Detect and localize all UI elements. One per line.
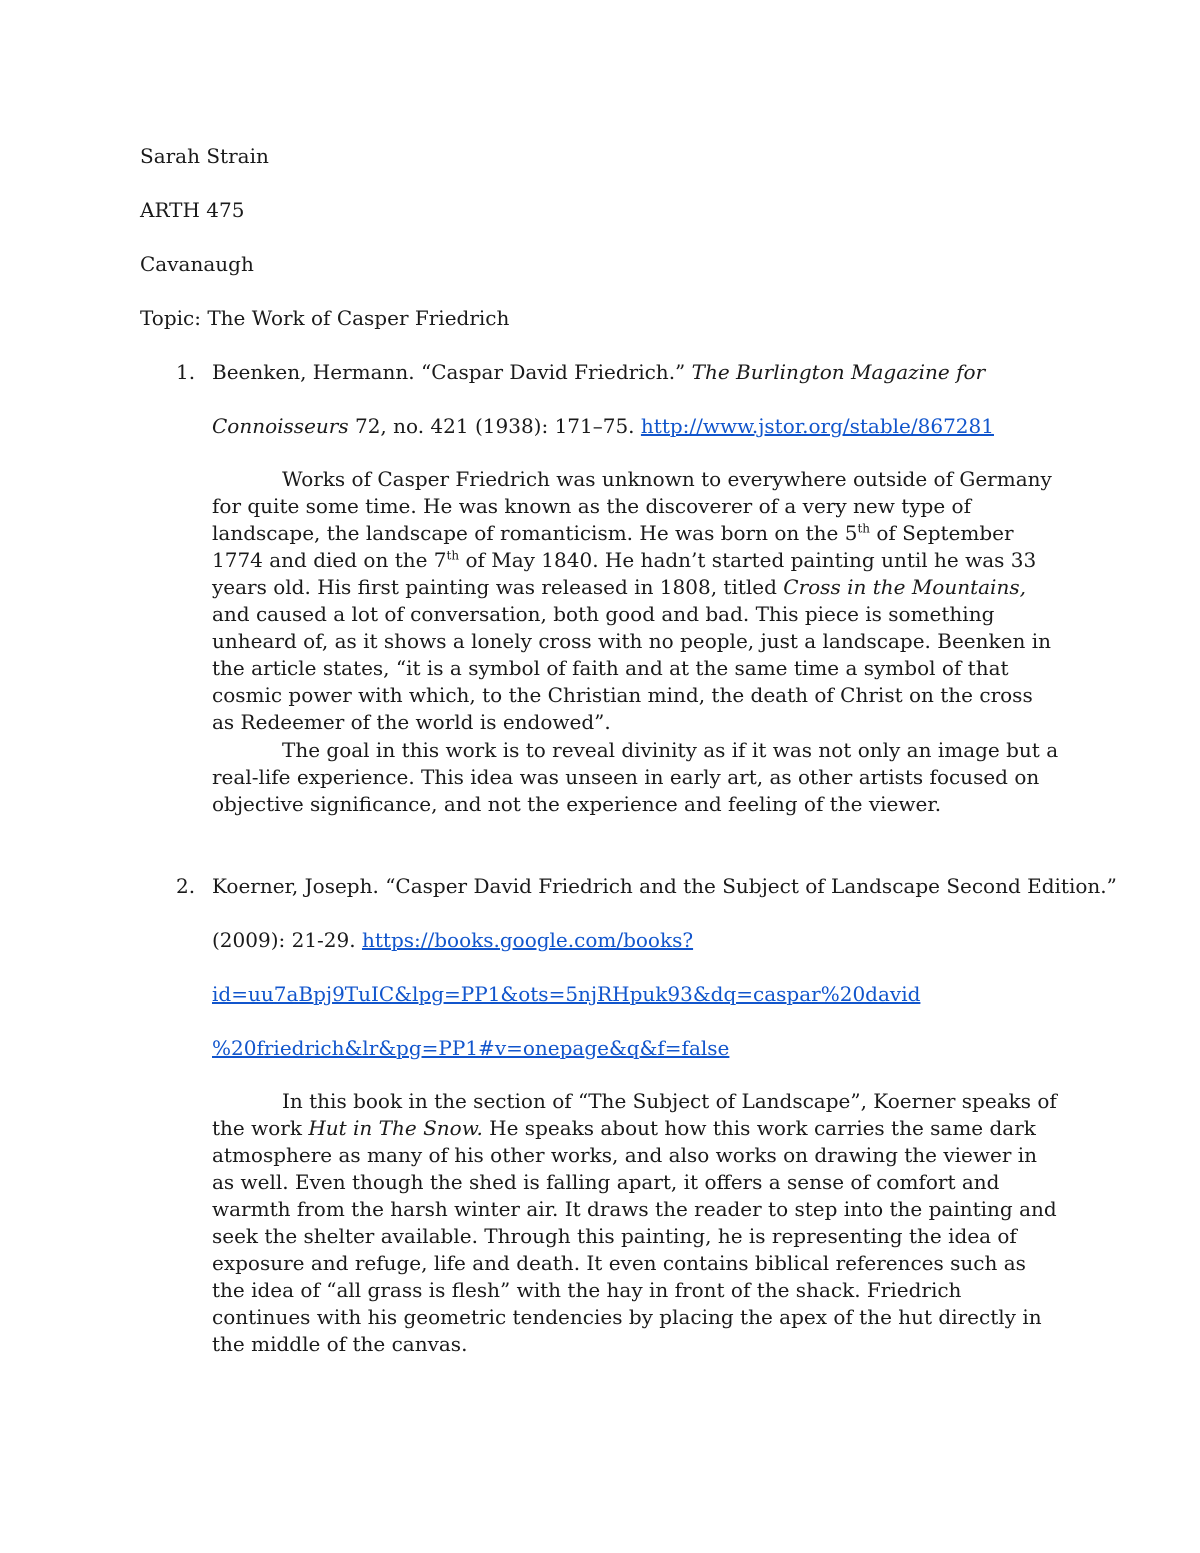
entry-2-para-text-b: He speaks about how this work carries the same dark atmosphere as many of his other works, and also works on drawing the viewer in as well. Even though the shed is falling apart, it offers a sense of comfort and warmth from the harsh winter air. It draws the reader to step into the painting and seek the shelter available. Through this painting, he is representing the idea of exposure and refuge, life and death. It even contains biblical references such as the idea of “all grass is flesh” with the hay in front of the shack. Friedrich continues with his geometric tendencies by placing the apex of the hut directly in the middle of the canvas.: [212, 1116, 1057, 1356]
course-code: ARTH 475: [140, 198, 245, 222]
entry-1-jstor-link[interactable]: http://www.jstor.org/stable/867281: [640, 414, 994, 438]
entry-2-google-books-link-cont[interactable]: id=uu7aBpj9TuIC&lpg=PP1&ots=5njRHpuk93&dq=caspar%20david: [212, 982, 921, 1006]
instructor-name: Cavanaugh: [140, 252, 254, 276]
entry-1-citation-line-2: [212, 412, 994, 440]
entry-1-paragraph-1: [212, 466, 1060, 736]
entry-1-p1-text-a: Works of Casper Friedrich was unknown to everywhere outside of Germany for quite some time. He was known as the discoverer of a very new type of landscape, the landscape of romanticism. He was born on the 5: [212, 467, 1052, 545]
author-name: Sarah Strain: [140, 144, 269, 168]
entry-2-citation-line-4: [212, 1034, 729, 1062]
entry-2-google-books-link-end[interactable]: %20friedrich&lr&pg=PP1#v=onepage&q&f=false: [212, 1036, 730, 1060]
entry-1-p1-sup-1: th: [857, 521, 871, 536]
entry-2-para-text-a: In this book in the section of “The Subject of Landscape”, Koerner speaks of the work: [212, 1089, 1057, 1140]
entry-1-p1-sup-2: th: [446, 548, 460, 563]
entry-2-citation-line-1: Koerner, Joseph. “Casper David Friedrich and the Subject of Landscape Second Edition.”: [212, 874, 1117, 898]
entry-1-journal-title-cont: Connoisseurs: [212, 414, 349, 438]
entry-2-paragraph: [212, 1088, 1060, 1358]
entry-1-p1-text-b: of September 1774 and died on the 7: [212, 521, 1014, 572]
topic-line: Topic: The Work of Casper Friedrich: [140, 306, 510, 330]
entry-1-number: 1.: [176, 360, 196, 384]
entry-1-p1-text-c: of May 1840. He hadn’t started painting until he was 33 years old. His first painting was released in 1808, titled: [212, 548, 1037, 599]
entry-2-citation-line-2: [212, 926, 693, 954]
entry-1-paragraph-2: The goal in this work is to reveal divinity as if it was not only an image but a real-life experience. This idea was unseen in early art, as other artists focused on objective significance, and not the experience and feeling of the viewer.: [212, 738, 1059, 816]
entry-1-journal-title: The Burlington Magazine for: [691, 360, 986, 384]
entry-1-citation-line-1: [212, 358, 985, 386]
entry-1-painting-title: Cross in the Mountains,: [783, 575, 1026, 599]
entry-2-number: 2.: [176, 874, 196, 898]
entry-1-citation-volume: 72, no. 421 (1938): 171–75.: [348, 414, 641, 438]
entry-1-citation-author-title: Beenken, Hermann. “Caspar David Friedrich.”: [212, 360, 692, 384]
entry-2-citation-line-3: [212, 980, 920, 1008]
entry-1-p1-text-d: and caused a lot of conversation, both good and bad. This piece is something unheard of, as it shows a lonely cross with no people, just a landscape. Beenken in the article states, “it is a symbol of faith and at the same time a symbol of that cosmic power with which, to the Christian mind, the death of Christ on the cross as Redeemer of the world is endowed”.: [212, 602, 1051, 734]
entry-2-citation-year: (2009): 21-29.: [212, 928, 362, 952]
entry-2-google-books-link[interactable]: https://books.google.com/books?: [361, 928, 694, 952]
entry-2-painting-title: Hut in The Snow.: [308, 1116, 483, 1140]
